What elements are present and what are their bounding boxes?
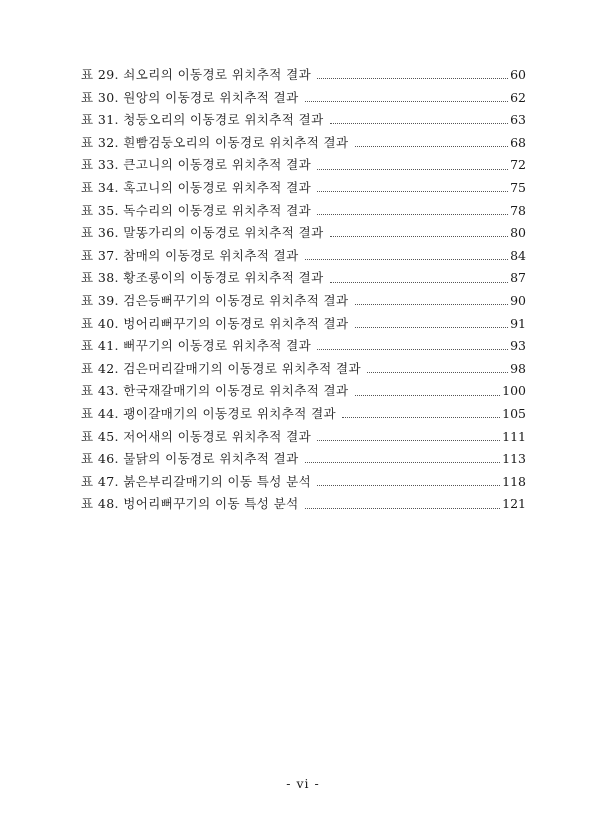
toc-entry-title: 표 44. 괭이갈매기의 이동경로 위치추적 결과 xyxy=(81,405,337,421)
toc-entry[interactable] xyxy=(81,245,526,268)
toc-entry[interactable] xyxy=(81,471,526,494)
toc-entry-title: 표 32. 흰빰검둥오리의 이동경로 위치추적 결과 xyxy=(81,134,349,150)
toc-entry-title: 표 40. 벙어리뻐꾸기의 이동경로 위치추적 결과 xyxy=(81,315,349,331)
toc-entry[interactable] xyxy=(81,64,526,87)
toc-entry-page: 62 xyxy=(510,89,526,105)
toc-leader-dots xyxy=(355,145,509,147)
toc-leader-dots xyxy=(317,190,508,192)
toc-entry-page: 87 xyxy=(510,270,526,286)
toc-entry[interactable] xyxy=(81,426,526,449)
toc-entry-title: 표 34. 혹고니의 이동경로 위치추적 결과 xyxy=(81,179,312,195)
toc-leader-dots xyxy=(317,484,500,486)
toc-entry-title: 표 47. 붉은부리갈매기의 이동 특성 분석 xyxy=(81,473,312,489)
toc-entry-page: 118 xyxy=(502,473,526,489)
toc-entry-title: 표 31. 청둥오리의 이동경로 위치추적 결과 xyxy=(81,112,324,128)
toc-entry[interactable] xyxy=(81,267,526,290)
toc-entry-title: 표 30. 원앙의 이동경로 위치추적 결과 xyxy=(81,89,299,105)
toc-leader-dots xyxy=(330,281,509,283)
toc-leader-dots xyxy=(305,100,508,102)
toc-entry[interactable] xyxy=(81,109,526,132)
toc-leader-dots xyxy=(330,122,509,124)
toc-entry-page: 121 xyxy=(502,496,526,512)
toc-entry-page: 72 xyxy=(510,157,526,173)
toc-entry[interactable] xyxy=(81,222,526,245)
toc-entry[interactable] xyxy=(81,380,526,403)
toc-entry-title: 표 39. 검은등뻐꾸기의 이동경로 위치추적 결과 xyxy=(81,292,349,308)
toc-entry-title: 표 48. 벙어리뻐꾸기의 이동 특성 분석 xyxy=(81,496,299,512)
toc-entry-title: 표 38. 황조롱이의 이동경로 위치추적 결과 xyxy=(81,270,324,286)
toc-entry-title: 표 42. 검은머리갈매기의 이동경로 위치추적 결과 xyxy=(81,360,361,376)
toc-entry[interactable] xyxy=(81,335,526,358)
toc-entry-page: 113 xyxy=(502,451,526,467)
toc-entry-title: 표 41. 뻐꾸기의 이동경로 위치추적 결과 xyxy=(81,338,312,354)
toc-entry-title: 표 35. 독수리의 이동경로 위치추적 결과 xyxy=(81,202,312,218)
toc-entry-title: 표 37. 참매의 이동경로 위치추적 결과 xyxy=(81,247,299,263)
toc-leader-dots xyxy=(355,394,501,396)
toc-entry-title: 표 36. 말똥가리의 이동경로 위치추적 결과 xyxy=(81,225,324,241)
toc-leader-dots xyxy=(330,235,509,237)
toc-leader-dots xyxy=(342,416,500,418)
toc-entry[interactable] xyxy=(81,154,526,177)
toc-leader-dots xyxy=(317,439,500,441)
toc-entry[interactable] xyxy=(81,290,526,313)
toc-entry-page: 105 xyxy=(502,405,526,421)
toc-entry-page: 78 xyxy=(510,202,526,218)
toc-leader-dots xyxy=(317,77,508,79)
toc-entry-page: 60 xyxy=(510,67,526,82)
toc-entry[interactable] xyxy=(81,358,526,381)
toc-entry-page: 90 xyxy=(510,292,526,308)
toc-entry-page: 100 xyxy=(502,383,526,399)
toc-entry[interactable] xyxy=(81,493,526,516)
toc-entry-page: 75 xyxy=(510,179,526,195)
toc-entry[interactable] xyxy=(81,200,526,223)
toc-entry[interactable] xyxy=(81,132,526,155)
toc-entry[interactable] xyxy=(81,403,526,426)
toc-entry[interactable] xyxy=(81,87,526,110)
toc-entry-page: 80 xyxy=(510,225,526,241)
toc-entry-title: 표 45. 저어새의 이동경로 위치추적 결과 xyxy=(81,428,312,444)
toc-entry-page: 91 xyxy=(510,315,526,331)
toc-entry[interactable] xyxy=(81,313,526,336)
toc-entry-page: 63 xyxy=(510,112,526,128)
toc-entry-page: 98 xyxy=(510,360,526,376)
toc-entry-page: 93 xyxy=(510,338,526,354)
table-of-tables-list xyxy=(81,64,526,516)
toc-leader-dots xyxy=(305,258,508,260)
toc-leader-dots xyxy=(305,507,501,509)
toc-leader-dots xyxy=(367,371,508,373)
toc-entry-page: 84 xyxy=(510,247,526,263)
toc-entry-page: 111 xyxy=(502,428,526,444)
page-number: - vi - xyxy=(286,776,320,791)
toc-entry[interactable] xyxy=(81,177,526,200)
toc-leader-dots xyxy=(355,303,509,305)
toc-leader-dots xyxy=(317,213,508,215)
toc-leader-dots xyxy=(305,461,501,463)
toc-entry-title: 표 43. 한국재갈매기의 이동경로 위치추적 결과 xyxy=(81,383,349,399)
toc-entry-page: 68 xyxy=(510,134,526,150)
toc-leader-dots xyxy=(355,326,509,328)
toc-entry-title: 표 29. 쇠오리의 이동경로 위치추적 결과 xyxy=(81,67,312,82)
toc-entry[interactable] xyxy=(81,448,526,471)
toc-leader-dots xyxy=(317,168,508,170)
toc-leader-dots xyxy=(317,348,508,350)
toc-entry-title: 표 33. 큰고니의 이동경로 위치추적 결과 xyxy=(81,157,312,173)
toc-entry-title: 표 46. 물닭의 이동경로 위치추적 결과 xyxy=(81,451,299,467)
